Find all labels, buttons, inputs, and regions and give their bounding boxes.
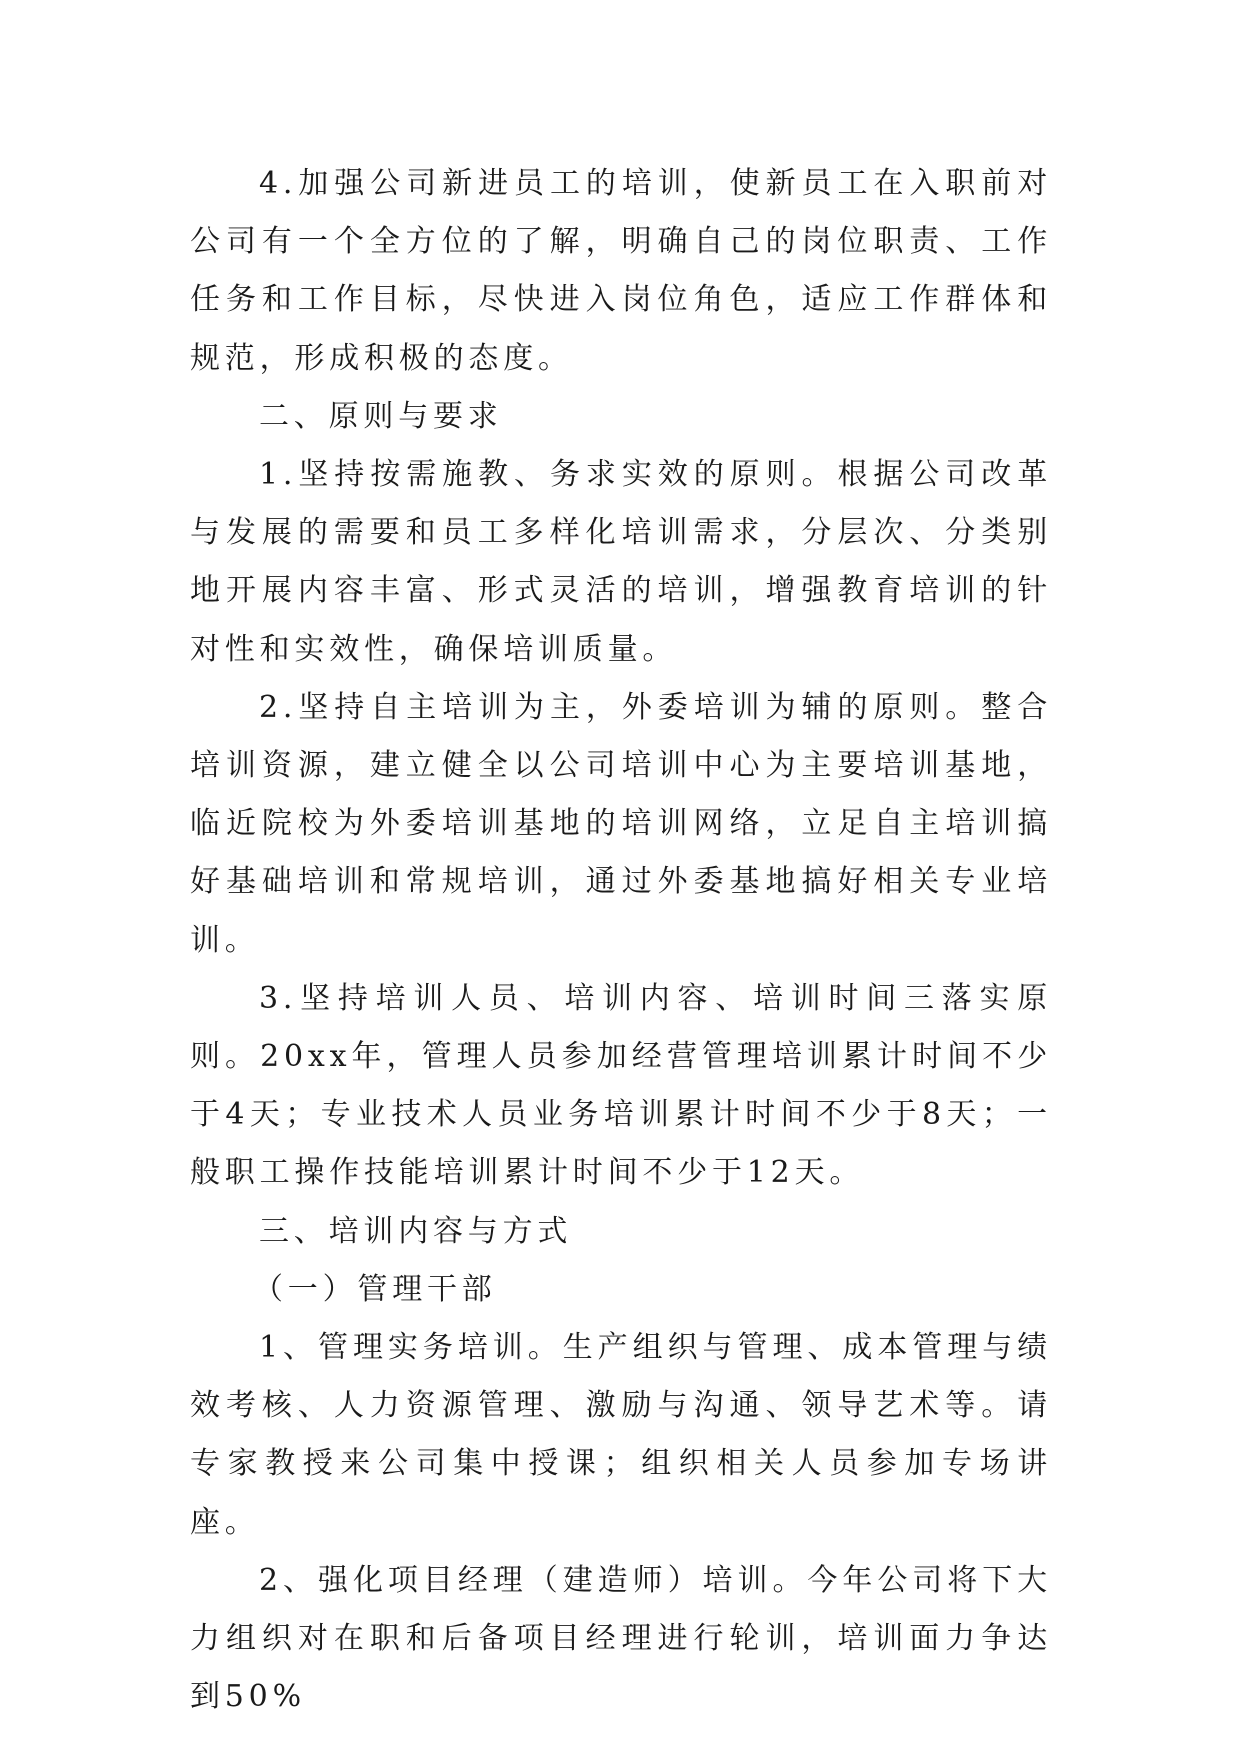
paragraph-principle-3: 3.坚持培训人员、培训内容、培训时间三落实原则。20xx年，管理人员参加经营管理培训累计时间不少于4天；专业技术人员业务培训累计时间不少于8天；一般职工操作技能培训累计时间不少于12天。 (190, 980, 1052, 1191)
paragraph-principle-1: 1.坚持按需施教、务求实效的原则。根据公司改革与发展的需要和员工多样化培训需求，分层次、分类别地开展内容丰富、形式灵活的培训，增强教育培训的针对性和实效性，确保培训质量。 (190, 457, 1052, 667)
section-heading-principles: 二、原则与要求 (259, 398, 503, 434)
paragraph-principle-2: 2.坚持自主培训为主，外委培训为辅的原则。整合培训资源，建立健全以公司培训中心为主要培训基地，临近院校为外委培训基地的培训网络，立足自主培训搞好基础培训和常规培训，通过外委基地搞好相关专业培训。 (190, 689, 1052, 958)
section-heading-content: 三、培训内容与方式 (259, 1213, 573, 1249)
paragraph-management-training: 1、管理实务培训。生产组织与管理、成本管理与绩效考核、人力资源管理、激励与沟通、领导艺术等。请专家教授来公司集中授课；组织相关人员参加专场讲座。 (190, 1330, 1052, 1540)
subsection-heading-management: （一）管理干部 (253, 1271, 497, 1307)
document-page (190, 155, 1052, 1726)
paragraph-project-manager-training: 2、强化项目经理（建造师）培训。今年公司将下大力组织对在职和后备项目经理进行轮训，培训面力争达到50% (190, 1562, 1052, 1715)
paragraph-new-employee-training: 4.加强公司新进员工的培训，使新员工在入职前对公司有一个全方位的了解，明确自己的岗位职责、工作任务和工作目标，尽快进入岗位角色，适应工作群体和规范，形成积极的态度。 (190, 166, 1052, 376)
